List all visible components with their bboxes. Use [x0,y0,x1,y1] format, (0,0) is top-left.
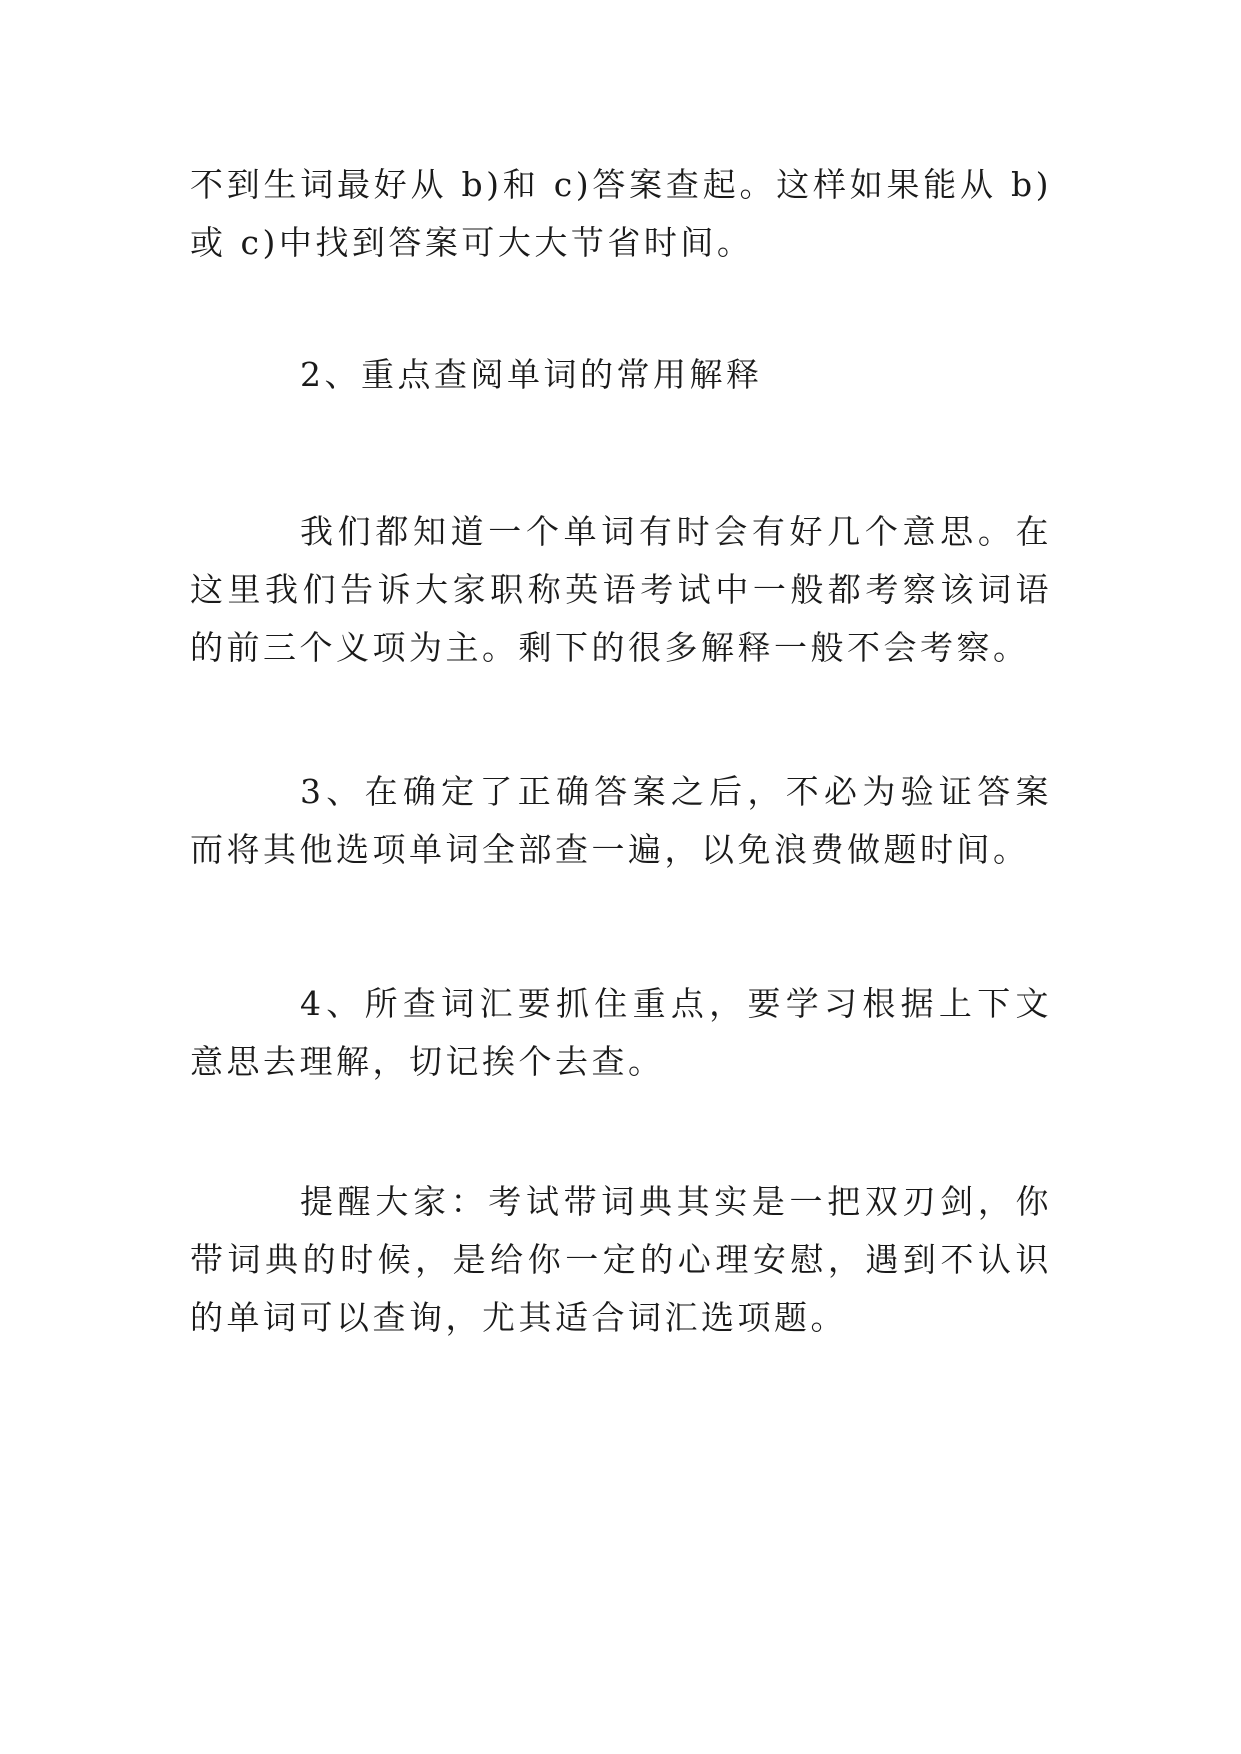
heading-point-2: 2、重点查阅单词的常用解释 [300,355,763,394]
paragraph-dictionary-lookup-order: 不到生词最好从 b)和 c)答案查起。这样如果能从 b)或 c)中找到答案可大大节省时间。 [190,165,1052,262]
paragraph-point-3: 3、在确定了正确答案之后，不必为验证答案而将其他选项单词全部查一遍，以免浪费做题时间。 [190,772,1052,869]
paragraph-point-4: 4、所查词汇要抓住重点，要学习根据上下文意思去理解，切记挨个去查。 [190,984,1052,1081]
paragraph-common-meanings: 我们都知道一个单词有时会有好几个意思。在这里我们告诉大家职称英语考试中一般都考察该词语的前三个义项为主。剩下的很多解释一般不会考察。 [190,512,1052,667]
paragraph-reminder: 提醒大家：考试带词典其实是一把双刃剑，你带词典的时候，是给你一定的心理安慰，遇到不认识的单词可以查询，尤其适合词汇选项题。 [190,1182,1052,1337]
